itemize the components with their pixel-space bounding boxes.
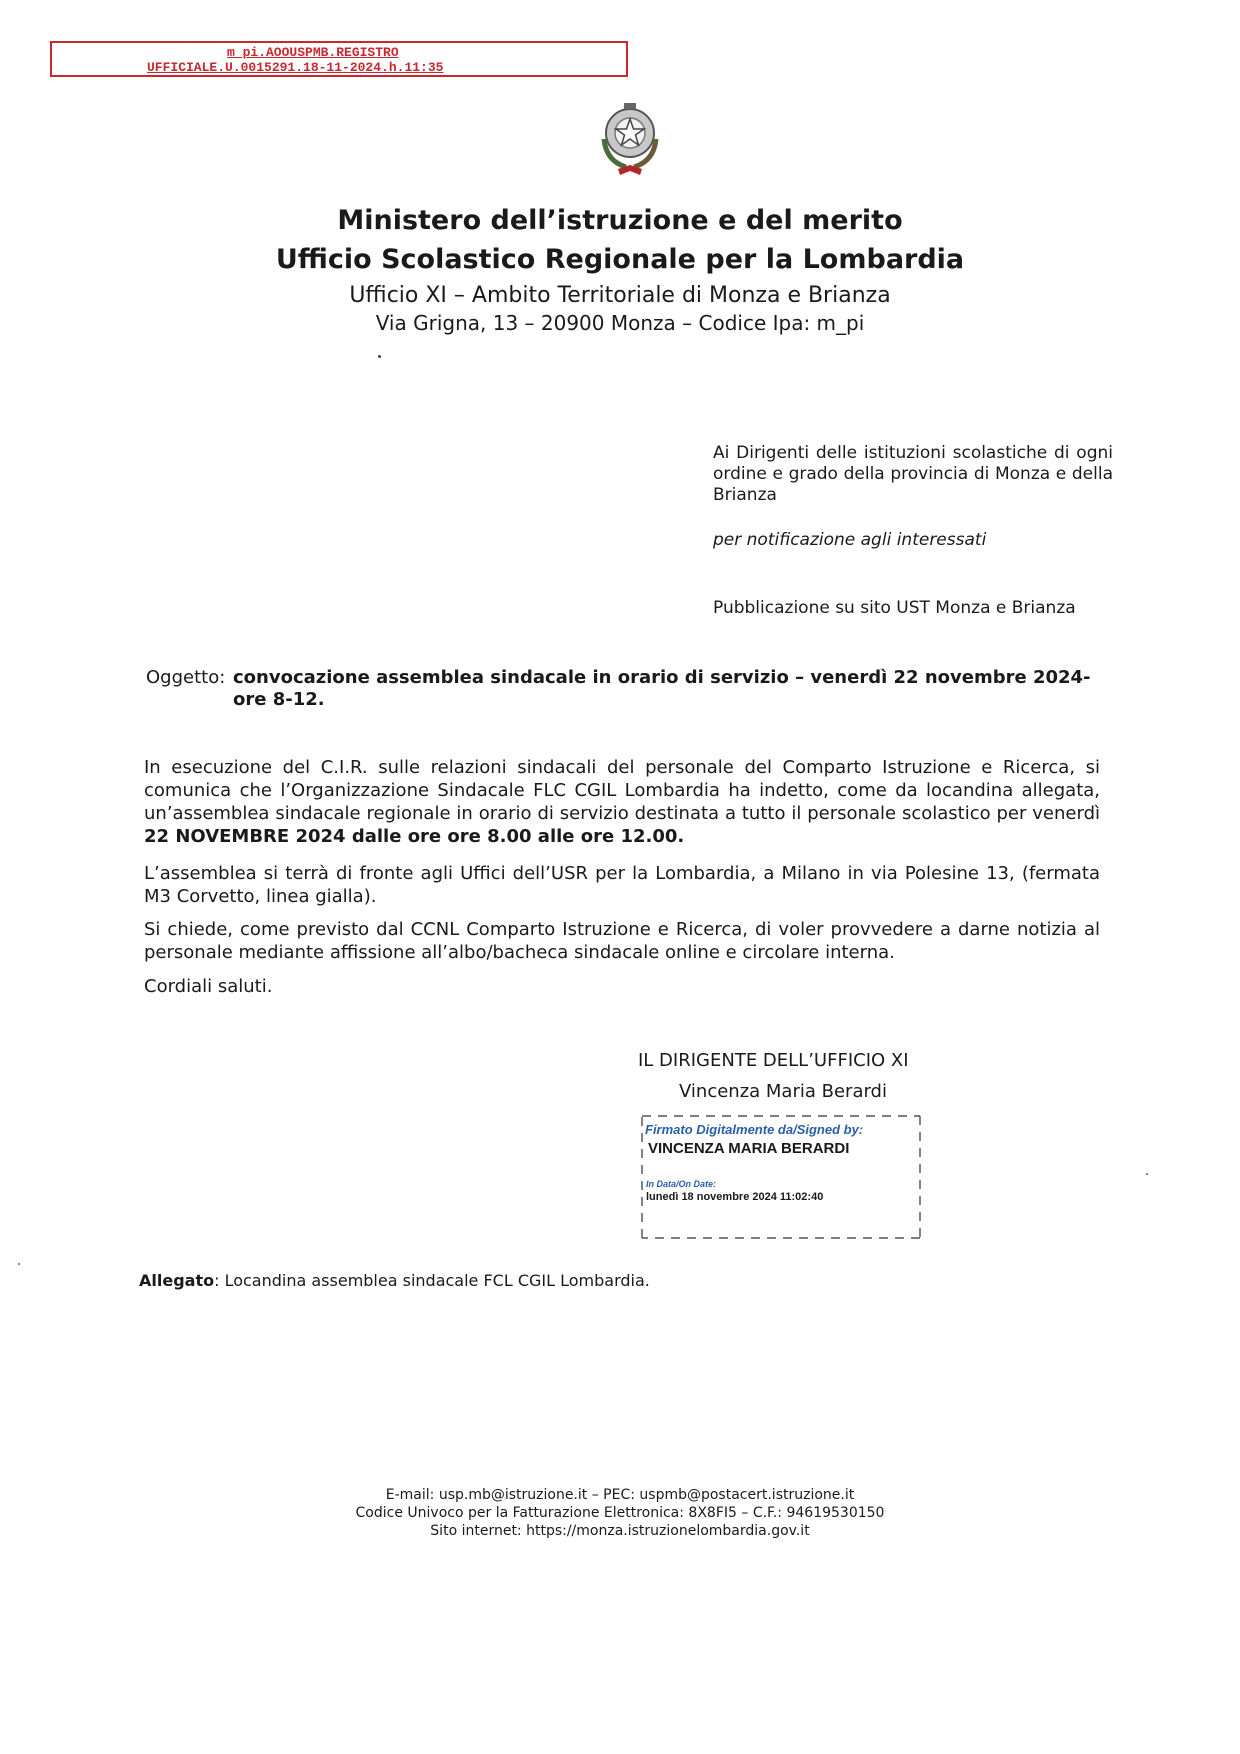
footer-email: E-mail: usp.mb@istruzione.it – PEC: uspmb@postacert.istruzione.it — [385, 1487, 855, 1503]
stamp-line-1: m_pi.AOOUSPMB.REGISTRO — [227, 45, 399, 60]
scan-speck — [378, 355, 381, 358]
signature-date-label: In Data/On Date: — [646, 1179, 717, 1189]
ministry-title: Ministero dell’istruzione e del merito — [337, 205, 903, 236]
footer-website: Sito internet: https://monza.istruzionelombardia.gov.it — [430, 1523, 810, 1539]
signature-date: lunedì 18 novembre 2024 11:02:40 — [646, 1191, 824, 1203]
body-paragraph-3: Si chiede, come previsto dal CCNL Comparto Istruzione e Ricerca, di voler provvedere a darne notizia al personale mediante affissione all’albo/bacheca sindacale online e circolare interna. — [144, 919, 1100, 963]
scan-speck — [1146, 1173, 1148, 1175]
italian-republic-emblem-icon — [596, 99, 664, 177]
subject-text: convocazione assemblea sindacale in orario di servizio – venerdì 22 novembre 2024- ore 8-12. — [233, 667, 1091, 710]
footer-billing-code: Codice Univoco per la Fatturazione Elettronica: 8X8FI5 – C.F.: 94619530150 — [355, 1505, 885, 1521]
recipients-block: Ai Dirigenti delle istituzioni scolastiche di ogni ordine e grado della provincia di Monza e della Brianza — [713, 443, 1113, 505]
digital-signer-name: VINCENZA MARIA BERARDI — [648, 1140, 850, 1157]
body-paragraph-1-text: In esecuzione del C.I.R. sulle relazioni sindacali del personale del Comparto Istruzione e Ricerca, si comunica che l’Organizzazione Sindacale FLC CGIL Lombardia ha indetto, come da locandina allegata, un’assemblea sindacale regionale in orario di servizio destinata a tutto il personale scolastico per venerdì — [144, 757, 1100, 824]
subject-label: Oggetto: — [146, 667, 226, 688]
attachment-label: Allegato — [139, 1271, 215, 1290]
body-paragraph-1 — [144, 756, 1100, 848]
attachment-text: : Locandina assemblea sindacale FCL CGIL Lombardia. — [214, 1271, 650, 1290]
scan-speck — [18, 1263, 20, 1265]
digital-signature-label: Firmato Digitalmente da/Signed by: — [645, 1122, 864, 1137]
attachment-note — [139, 1271, 650, 1290]
signatory-name: Vincenza Maria Berardi — [679, 1081, 887, 1102]
protocol-stamp — [50, 41, 628, 77]
publication-note: Pubblicazione su sito UST Monza e Brianza — [713, 598, 1076, 618]
stamp-line-2: UFFICIALE.U.0015291.18-11-2024.h.11:35 — [147, 60, 444, 75]
closing-greeting: Cordiali saluti. — [144, 976, 273, 997]
unit-subtitle: Ufficio XI – Ambito Territoriale di Monza e Brianza — [349, 283, 891, 308]
notification-note: per notificazione agli interessati — [713, 530, 987, 550]
office-address: Via Grigna, 13 – 20900 Monza – Codice Ipa: m_pi — [375, 311, 865, 335]
office-title: Ufficio Scolastico Regionale per la Lombardia — [275, 244, 965, 275]
signatory-title: IL DIRIGENTE DELL’UFFICIO XI — [638, 1050, 909, 1071]
body-paragraph-2: L’assemblea si terrà di fronte agli Uffici dell’USR per la Lombardia, a Milano in via Polesine 13, (fermata M3 Corvetto, linea gialla). — [144, 863, 1100, 907]
meeting-date-time: 22 NOVEMBRE 2024 dalle ore ore 8.00 alle ore 12.00. — [144, 826, 685, 847]
